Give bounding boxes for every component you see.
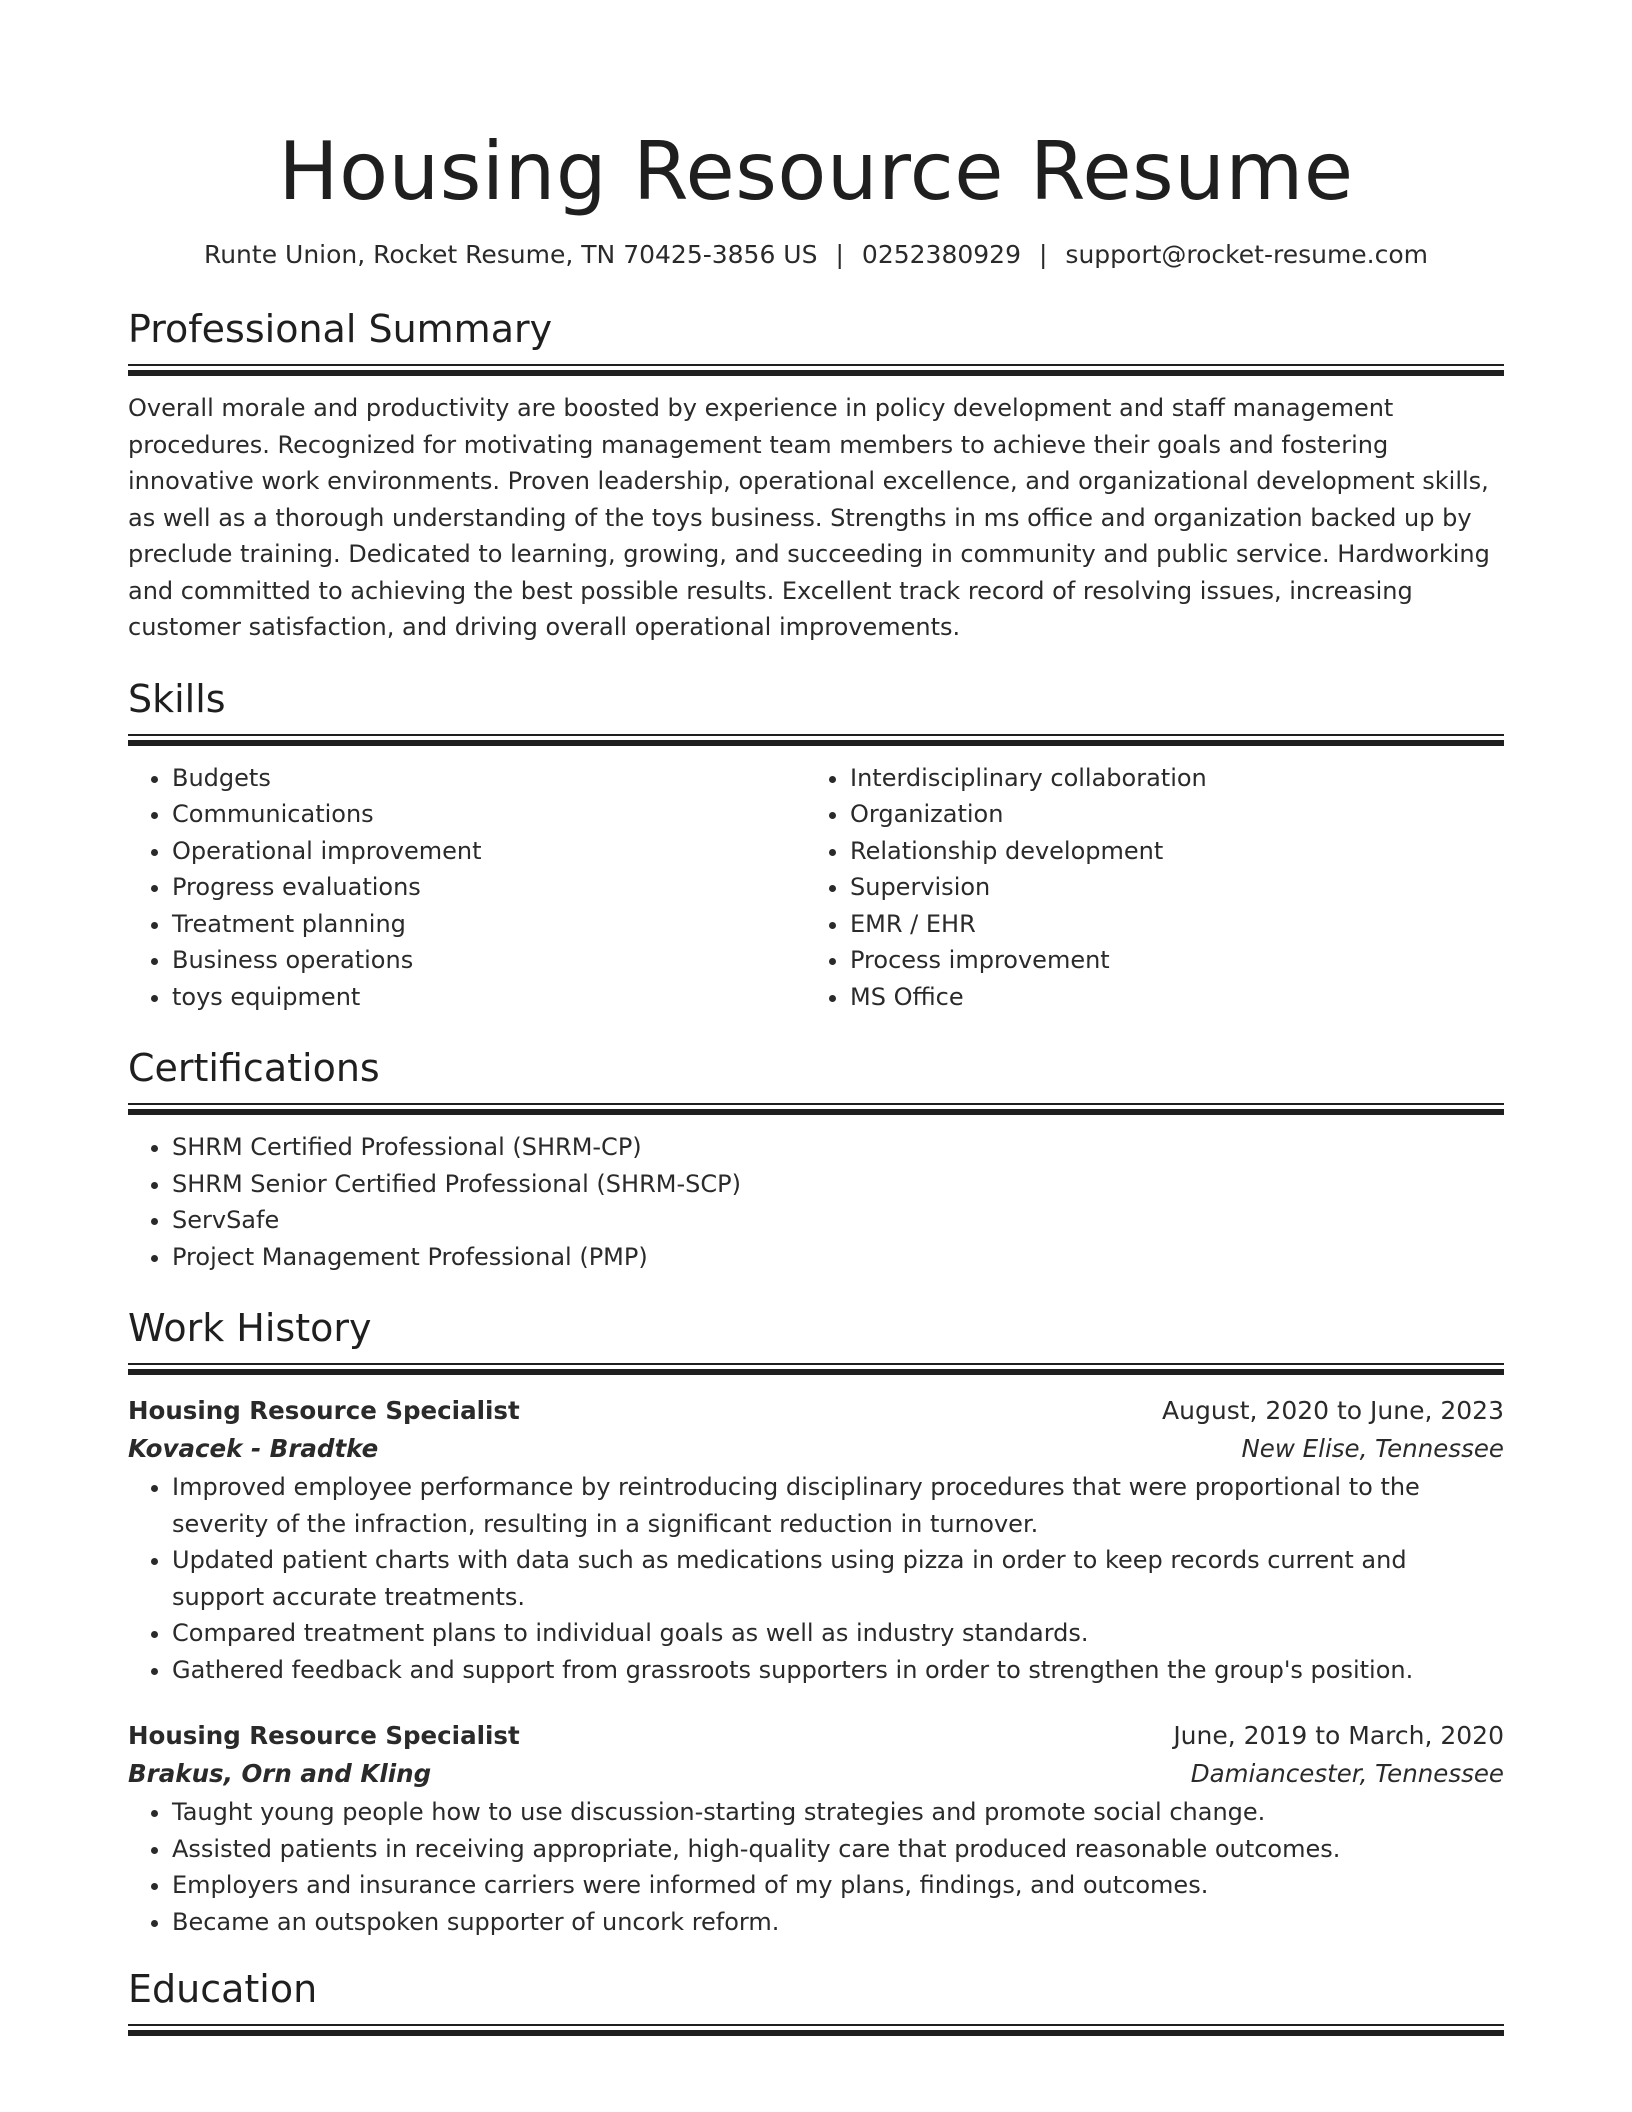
- job-subheader: [128, 1754, 1504, 1794]
- work-history-section: [128, 1305, 1504, 1940]
- contact-separator: |: [1038, 240, 1048, 269]
- section-rule: [128, 1103, 1504, 1115]
- job-company: Kovacek - Bradtke: [128, 1434, 379, 1463]
- skill-item: • Operational improvement: [172, 833, 806, 870]
- job-location: Damiancester, Tennessee: [1190, 1759, 1504, 1788]
- certifications-section: [128, 1045, 1504, 1275]
- skill-item: • Progress evaluations: [172, 869, 806, 906]
- certifications-heading: Certifications: [128, 1046, 380, 1090]
- skill-item: • Communications: [172, 796, 806, 833]
- job-header: [128, 1718, 1504, 1754]
- contact-line: [128, 238, 1504, 272]
- skill-item: • toys equipment: [172, 979, 806, 1016]
- section-rule: [128, 734, 1504, 746]
- section-rule: [128, 2024, 1504, 2036]
- skills-column-right: [806, 760, 1484, 1016]
- job-bullet: • Improved employee performance by reintroducing disciplinary procedures that were proportional to the severity of the infraction, resulting in a significant reduction in turnover.: [172, 1469, 1504, 1542]
- skill-item: • Treatment planning: [172, 906, 806, 943]
- skill-item: • Budgets: [172, 760, 806, 797]
- job-bullet: • Taught young people how to use discussion-starting strategies and promote social change.: [172, 1794, 1504, 1831]
- skill-item: • Interdisciplinary collaboration: [850, 760, 1484, 797]
- job-bullet: • Assisted patients in receiving appropriate, high-quality care that produced reasonable outcomes.: [172, 1831, 1504, 1868]
- certifications-list: [128, 1129, 1504, 1275]
- summary-section: [128, 306, 1504, 646]
- certification-item: • SHRM Certified Professional (SHRM-CP): [172, 1129, 1504, 1166]
- skill-item: • Organization: [850, 796, 1484, 833]
- job-bullet: • Became an outspoken supporter of uncork reform.: [172, 1904, 1504, 1941]
- skill-item: • Process improvement: [850, 942, 1484, 979]
- job-entry: [128, 1718, 1504, 1940]
- section-rule: [128, 1363, 1504, 1375]
- job-bullet: • Compared treatment plans to individual goals as well as industry standards.: [172, 1615, 1504, 1652]
- summary-heading: Professional Summary: [128, 307, 553, 351]
- skills-section: [128, 676, 1504, 1016]
- job-header: [128, 1393, 1504, 1429]
- job-location: New Elise, Tennessee: [1241, 1434, 1504, 1463]
- skill-item: • Business operations: [172, 942, 806, 979]
- skills-heading: Skills: [128, 676, 226, 721]
- resume-page: [128, 0, 1504, 2036]
- skills-grid: [128, 760, 1504, 1016]
- job-bullet: • Updated patient charts with data such as medications using pizza in order to keep records current and support accurate treatments.: [172, 1542, 1504, 1615]
- skills-column-left: [128, 760, 806, 1016]
- skill-item: • MS Office: [850, 979, 1484, 1016]
- resume-title: Housing Resource Resume: [278, 125, 1354, 218]
- job-dates: August, 2020 to June, 2023: [1162, 1396, 1504, 1425]
- certification-item: • ServSafe: [172, 1202, 1504, 1239]
- skill-item: • EMR / EHR: [850, 906, 1484, 943]
- job-bullets: [128, 1794, 1504, 1940]
- contact-email: support@rocket-resume.com: [1065, 240, 1429, 269]
- job-bullet: • Gathered feedback and support from grassroots supporters in order to strengthen the group's position.: [172, 1652, 1504, 1689]
- job-title: Housing Resource Specialist: [128, 1396, 520, 1425]
- skill-item: • Relationship development: [850, 833, 1484, 870]
- job-company: Brakus, Orn and Kling: [128, 1759, 432, 1788]
- certification-item: • Project Management Professional (PMP): [172, 1239, 1504, 1276]
- job-entry: [128, 1393, 1504, 1688]
- work-history-heading: Work History: [128, 1306, 372, 1350]
- job-title: Housing Resource Specialist: [128, 1721, 520, 1750]
- contact-phone: 0252380929: [861, 240, 1021, 269]
- summary-text: Overall morale and productivity are boosted by experience in policy development and staff management procedures. Recognized for motivating management team members to achieve their goals and fostering innovative work environments. Proven leadership, operational excellence, and organizational development skills, as well as a thorough understanding of the toys business. Strengths in ms office and organization backed up by preclude training. Dedicated to learning, growing, and succeeding in community and public service. Hardworking and committed to achieving the best possible results. Excellent track record of resolving issues, increasing customer satisfaction, and driving overall operational improvements.: [128, 394, 1490, 641]
- job-bullet: • Employers and insurance carriers were informed of my plans, findings, and outcomes.: [172, 1867, 1504, 1904]
- contact-separator: |: [835, 240, 844, 269]
- job-dates: June, 2019 to March, 2020: [1173, 1721, 1504, 1750]
- job-subheader: [128, 1429, 1504, 1469]
- education-heading: Education: [128, 1967, 318, 2011]
- skill-item: • Supervision: [850, 869, 1484, 906]
- job-bullets: [128, 1469, 1504, 1688]
- education-section: [128, 1966, 1504, 2036]
- contact-address: Runte Union, Rocket Resume, TN 70425-3856 US: [203, 240, 818, 269]
- certification-item: • SHRM Senior Certified Professional (SHRM-SCP): [172, 1166, 1504, 1203]
- section-rule: [128, 364, 1504, 376]
